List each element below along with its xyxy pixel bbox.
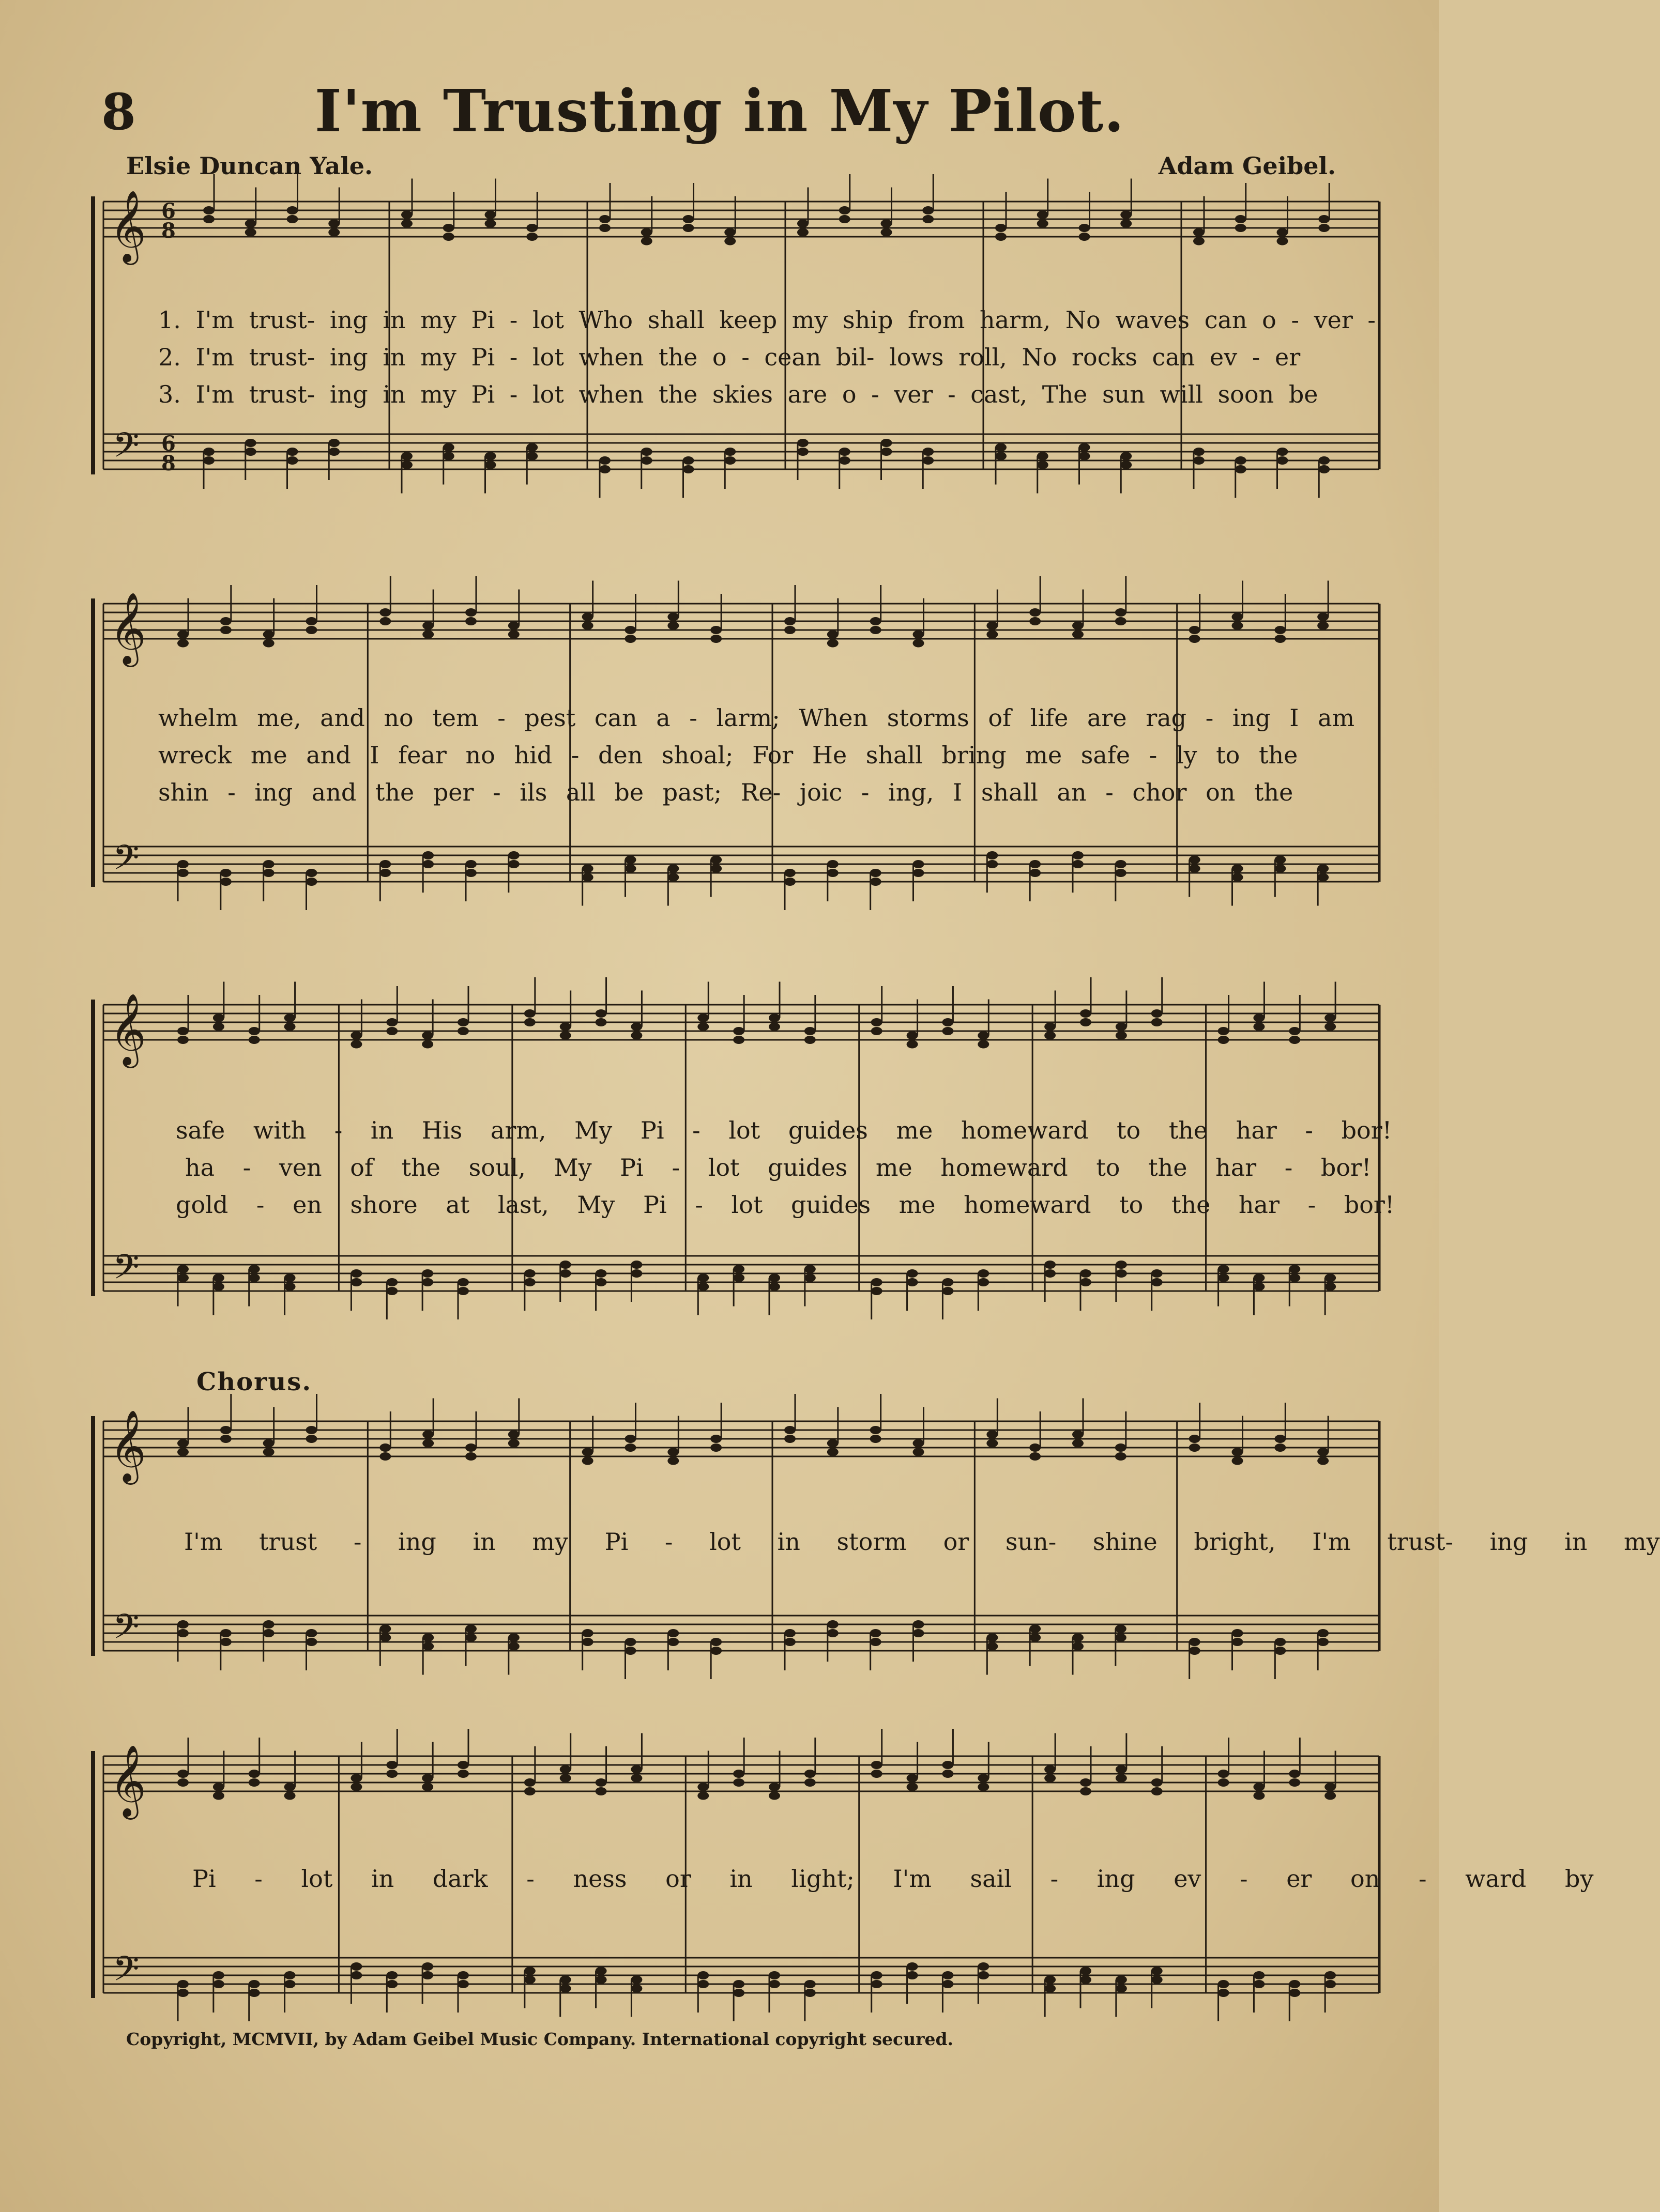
time-signature-top: 6 [161,432,176,456]
bass-note [978,1962,989,1971]
treble-note [978,1783,989,1791]
treble-clef-icon: 𝄞 [110,190,146,262]
treble-clef-icon: 𝄞 [110,592,146,664]
bass-note [804,1989,816,1997]
treble-note [1218,1778,1229,1787]
bass-note [1080,1976,1091,1984]
treble-note [631,1774,642,1783]
bass-note [1218,1989,1229,1997]
treble-note [524,1778,536,1787]
bass-note [733,1989,744,1997]
system-1-verse-1: 1. I'm trust- ing in my Pi - lot Who shall keep my ship from harm, No waves can o - ver - [158,306,1376,334]
bass-note [631,1976,642,1984]
bass-note [213,1971,224,1979]
composer-credit: Adam Geibel. [1158,152,1336,180]
system-3-verse-3: gold - en shore at last, My Pi - lot guides me homeward to the har - bor! [176,1191,1395,1219]
treble-note [249,1770,260,1778]
bass-note [351,1962,362,1971]
treble-note [213,1783,224,1791]
treble-note [177,1778,189,1787]
bass-note [1324,1980,1336,1988]
treble-note [596,1778,607,1787]
bass-note [1151,1967,1163,1975]
treble-note [1044,1774,1056,1783]
bass-note [978,1971,989,1979]
bass-note [1289,1989,1300,1997]
treble-note [1253,1783,1265,1791]
treble-note [422,1774,433,1783]
page-number: 8 [101,83,136,141]
system-2-verse-1: whelm me, and no tem - pest can a - larm; When storms of life are rag - ing I am [158,704,1355,732]
treble-note [1080,1787,1091,1795]
bass-note [907,1971,918,1979]
treble-note [1289,1778,1300,1787]
treble-note [351,1783,362,1791]
bass-note [351,1971,362,1979]
bass-note [524,1976,536,1984]
bass-note [422,1962,433,1971]
treble-note [422,1783,433,1791]
treble-note [733,1778,744,1787]
bass-note [1324,1971,1336,1979]
lyricist-credit: Elsie Duncan Yale. [126,152,373,180]
treble-note [386,1770,398,1778]
bass-note [871,1980,882,1988]
bass-note [249,1980,260,1988]
treble-note [249,1778,260,1787]
treble-clef-icon: 𝄞 [110,1745,146,1817]
treble-note [804,1778,816,1787]
treble-note [1253,1792,1265,1800]
bass-note [1044,1976,1056,1984]
copyright-notice: Copyright, MCMVII, by Adam Geibel Music Company. International copyright secured. [126,2029,954,2049]
system-2-verse-3: shin - ing and the per - ils all be past; Re- joic - ing, I shall an - chor on the [158,778,1293,806]
treble-note [351,1774,362,1783]
treble-note [458,1770,469,1778]
bass-note [386,1980,398,1988]
bass-note [249,1989,260,1997]
treble-note [1218,1770,1229,1778]
time-signature-top: 6 [161,199,176,223]
treble-note [560,1774,571,1783]
treble-note [871,1761,882,1769]
bass-note [560,1976,571,1984]
system-1-verse-3: 3. I'm trust- ing in my Pi - lot when the skies are o - ver - cast, The sun will soon be [158,380,1318,408]
chorus-label: Chorus. [196,1368,312,1396]
treble-note [284,1783,296,1791]
treble-note [871,1770,882,1778]
bass-note [284,1971,296,1979]
bass-note [422,1971,433,1979]
bass-note [907,1962,918,1971]
bass-note [769,1971,780,1979]
bass-note [213,1980,224,1988]
hymn-title: I'm Trusting in My Pilot. [314,78,1125,145]
bass-note [733,1980,744,1988]
bass-note [804,1980,816,1988]
bass-note [769,1980,780,1988]
treble-note [1324,1792,1336,1800]
treble-note [1116,1774,1127,1783]
bass-note [1080,1967,1091,1975]
treble-note [769,1792,780,1800]
treble-note [596,1787,607,1795]
treble-clef-icon: 𝄞 [110,993,146,1065]
treble-note [1116,1765,1127,1774]
treble-note [560,1765,571,1774]
treble-note [978,1774,989,1783]
bass-note [458,1971,469,1979]
bass-note [1253,1980,1265,1988]
treble-note [804,1770,816,1778]
treble-note [284,1792,296,1800]
system-3-verse-2: ha - ven of the soul, My Pi - lot guides me homeward to the har - bor! [185,1154,1372,1181]
system-1-verse-2: 2. I'm trust- ing in my Pi - lot when the o - cean bil- lows roll, No rocks can ev - er [158,343,1301,371]
bass-note [697,1971,709,1979]
bass-note [871,1971,882,1979]
treble-note [386,1761,398,1769]
treble-note [458,1761,469,1769]
treble-note [733,1770,744,1778]
treble-note [1080,1778,1091,1787]
bass-note [458,1980,469,1988]
system-3-verse-1: safe with - in His arm, My Pi - lot guides me homeward to the har - bor! [176,1116,1392,1144]
treble-note [1324,1783,1336,1791]
treble-note [1151,1787,1163,1795]
treble-note [1044,1765,1056,1774]
bass-note [177,1989,189,1997]
bass-note [942,1980,953,1988]
time-signature-bottom: 8 [161,451,176,475]
system-4-lyrics: I'm trust - ing in my Pi - lot in storm or sun- shine bright, I'm trust- ing in my [184,1528,1660,1556]
treble-clef-icon: 𝄞 [110,1410,146,1482]
treble-note [524,1787,536,1795]
bass-note [284,1980,296,1988]
treble-note [1151,1778,1163,1787]
treble-note [213,1792,224,1800]
treble-note [1289,1770,1300,1778]
treble-note [697,1792,709,1800]
bass-clef-icon: 𝄢 [113,1607,140,1655]
system-2-verse-2: wreck me and I fear no hid - den shoal; For He shall bring me safe - ly to the [158,741,1298,769]
bass-note [1151,1976,1163,1984]
bass-note [1253,1971,1265,1979]
treble-note [942,1761,953,1769]
treble-note [697,1783,709,1791]
time-signature-bottom: 8 [161,219,176,243]
bass-note [524,1967,536,1975]
bass-note [596,1967,607,1975]
treble-note [907,1774,918,1783]
bass-clef-icon: 𝄢 [113,425,140,473]
treble-note [177,1770,189,1778]
treble-note [942,1770,953,1778]
bass-note [631,1985,642,1993]
bass-clef-icon: 𝄢 [113,1949,140,1997]
bass-note [697,1980,709,1988]
bass-note [596,1976,607,1984]
treble-note [907,1783,918,1791]
bass-note [386,1971,398,1979]
system-5-lyrics: Pi - lot in dark - ness or in light; I'm sail - ing ev - er on - ward by [192,1865,1594,1893]
treble-note [769,1783,780,1791]
bass-clef-icon: 𝄢 [113,838,140,886]
bass-note [1218,1980,1229,1988]
bass-note [1044,1985,1056,1993]
bass-note [942,1971,953,1979]
bass-note [1289,1980,1300,1988]
bass-note [177,1980,189,1988]
treble-note [631,1765,642,1774]
bass-clef-icon: 𝄢 [113,1247,140,1295]
bass-note [1116,1976,1127,1984]
bass-note [1116,1985,1127,1993]
bass-note [560,1985,571,1993]
